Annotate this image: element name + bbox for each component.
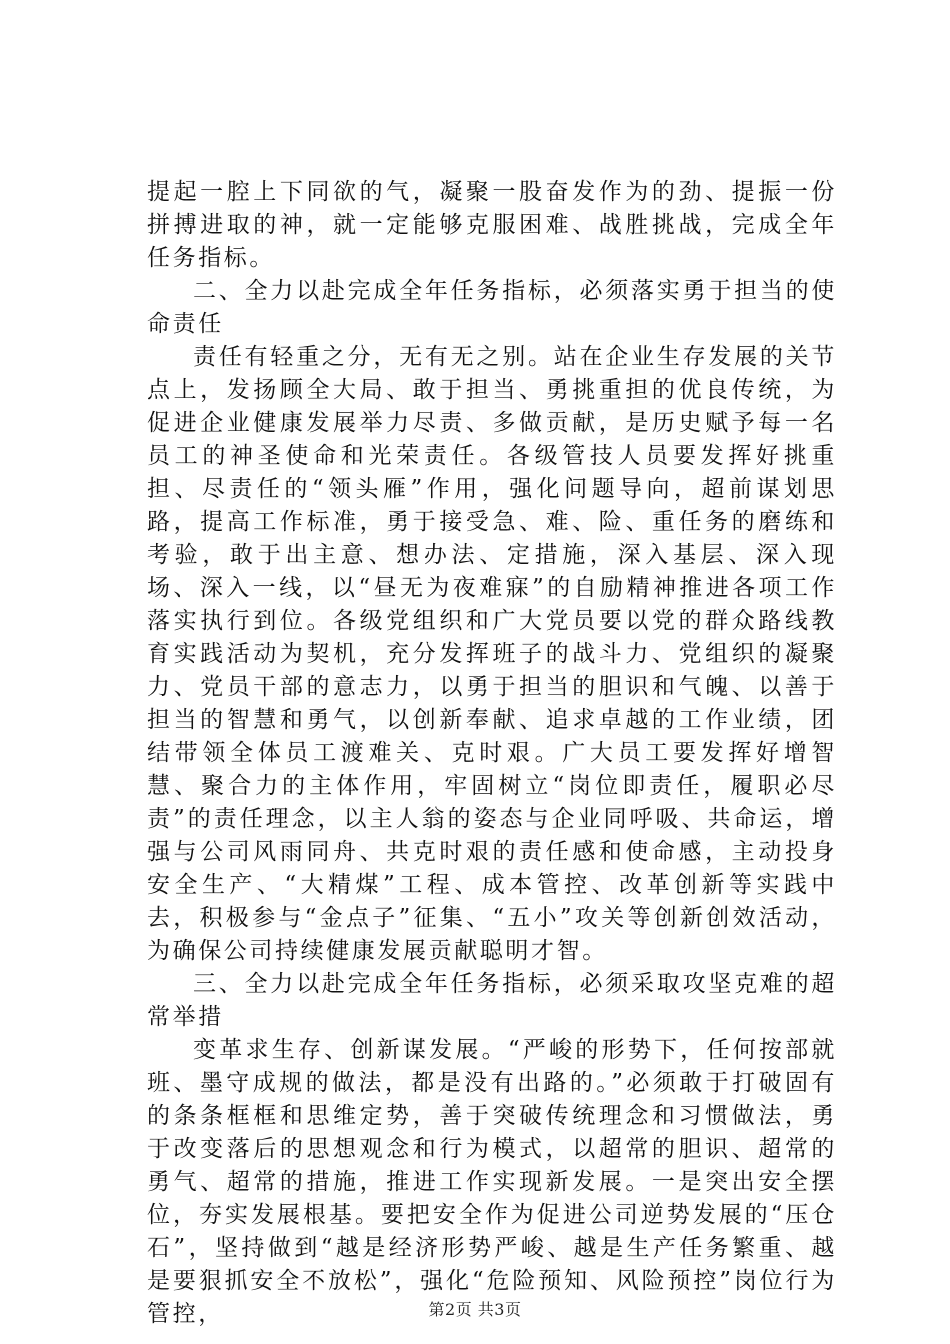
- paragraph-responsibility: 责任有轻重之分，无有无之别。站在企业生存发展的关节点上，发扬顾全大局、敢于担当、勇挑重担的优良传统，为促进企业健康发展举力尽责、多做贡献，是历史赋予每一名员工的神圣使命和光荣责任。各级管技人员要发挥好挑重担、尽责任的“领头雁”作用，强化问题导向，超前谋划思路，提高工作标准，勇于接受急、难、险、重任务的磨练和考验，敢于出主意、想办法、定措施，深入基层、深入现场、深入一线，以“昼无为夜难寐”的自励精神推进各项工作落实执行到位。各级党组织和广大党员要以党的群众路线教育实践活动为契机，充分发挥班子的战斗力、党组织的凝聚力、党员干部的意志力，以勇于担当的胆识和气魄、以善于担当的智慧和勇气，以创新奉献、追求卓越的工作业绩，团结带领全体员工渡难关、克时艰。广大员工要发挥好增智慧、聚合力的主体作用，牢固树立“岗位即责任，履职必尽责”的责任理念，以主人翁的姿态与企业同呼吸、共命运，增强与公司风雨同舟、共克时艰的责任感和使命感，主动投身安全生产、“大精煤”工程、成本管控、改革创新等实践中去，积极参与“金点子”征集、“五小”攻关等创新创效活动，为确保公司持续健康发展贡献聪明才智。: [147, 344, 837, 964]
- paragraph-continuation: 提起一腔上下同欲的气，凝聚一股奋发作为的劲、提振一份拼搏进取的神，就一定能够克服困难、战胜挑战，完成全年任务指标。: [147, 179, 837, 271]
- section-heading-3: 三、全力以赴完成全年任务指标，必须采取攻坚克难的超常举措: [147, 971, 837, 1030]
- document-body: [147, 176, 837, 1331]
- section-heading-2: 二、全力以赴完成全年任务指标，必须落实勇于担当的使命责任: [147, 278, 837, 337]
- paragraph-measures: 变革求生存、创新谋发展。“严峻的形势下，任何按部就班、墨守成规的做法，都是没有出路的。”必须敢于打破固有的条条框框和思维定势，善于突破传统理念和习惯做法，勇于改变落后的思想观念和行为模式，以超常的胆识、超常的勇气、超常的措施，推进工作实现新发展。一是突出安全摆位，夯实发展根基。要把安全作为促进公司逆势发展的“压仓石”，坚持做到“越是经济形势严峻、越是生产任务繁重、越是要狠抓安全不放松”，强化“危险预知、风险预控”岗位行为管控，: [147, 1037, 837, 1327]
- page-number-footer: 第2页 共3页: [428, 1300, 522, 1319]
